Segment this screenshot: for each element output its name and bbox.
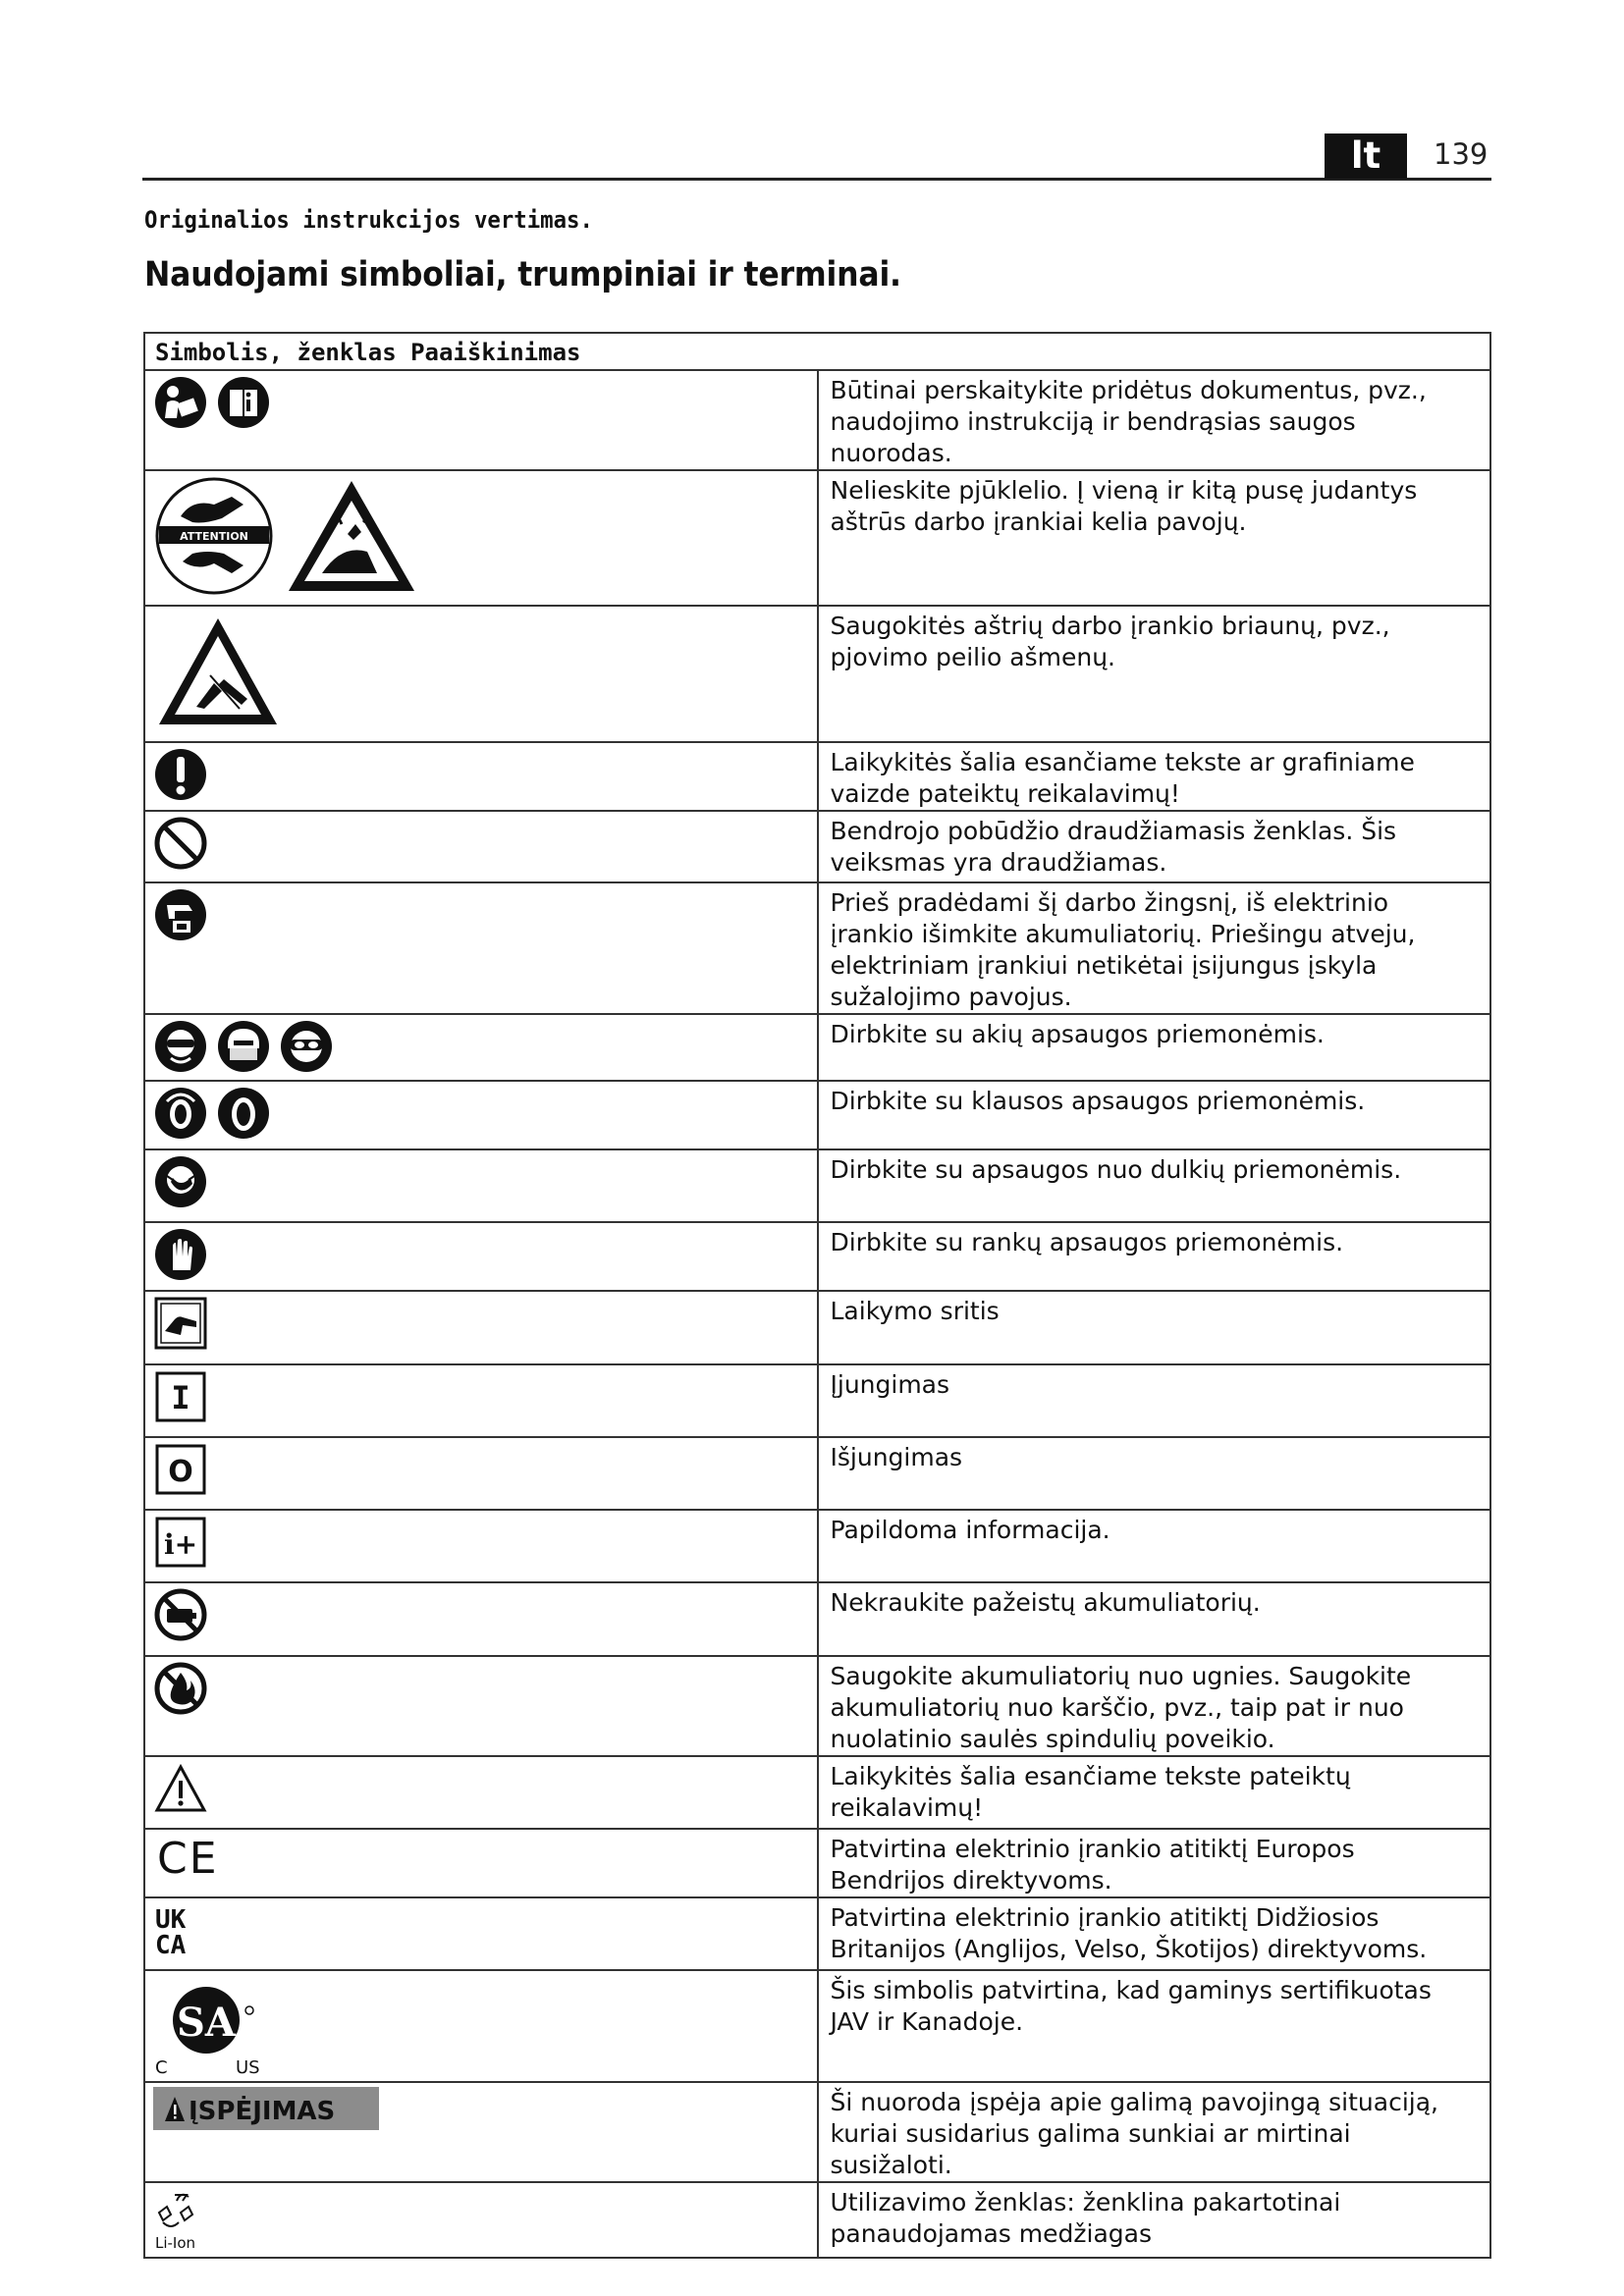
goggles-icon bbox=[279, 1019, 334, 1074]
warning-label-text: ĮSPĖJIMAS bbox=[189, 2097, 336, 2126]
document-title: Naudojami simboliai, trumpiniai ir terminai. bbox=[144, 255, 901, 294]
additional-info-symbol: i+ bbox=[163, 1528, 198, 1561]
recycling-li-ion-icon bbox=[153, 2187, 212, 2252]
csa-left-label: C bbox=[155, 2057, 168, 2077]
row-description: Saugokite akumuliatorių nuo ugnies. Saugokite akumuliatorių nuo karščio, pvz., taip pat ir nuo nuolatinio saulės spindulių poveikio. bbox=[830, 1662, 1412, 1753]
table-row bbox=[144, 1510, 1490, 1582]
warning-triangle-icon bbox=[153, 1761, 208, 1816]
dust-mask-icon bbox=[153, 1154, 208, 1209]
row-description: Laikymo sritis bbox=[830, 1297, 1000, 1325]
row-description: Dirbkite su apsaugos nuo dulkių priemonėmis. bbox=[830, 1155, 1402, 1184]
row-description: Ši nuoroda įspėja apie galimą pavojingą situaciją, kuriai susidarius galima sunkiai ar mirtinai susižaloti. bbox=[830, 2088, 1438, 2179]
power-off-icon bbox=[153, 1442, 208, 1497]
header-rule bbox=[142, 178, 1491, 181]
prohibition-icon bbox=[153, 816, 208, 871]
attention-label: ATTENTION bbox=[180, 530, 248, 543]
row-description: Patvirtina elektrinio įrankio atitiktį Europos Bendrijos direktyvoms. bbox=[830, 1835, 1355, 1895]
row-description: Prieš pradėdami šį darbo žingsnį, iš elektrinio įrankio išimkite akumuliatorių. Priešingu atveju, elektriniam įrankiui netikėtai įsijungus įskyla sužalojimo pavojus. bbox=[830, 888, 1416, 1011]
mandatory-exclamation-icon bbox=[153, 747, 208, 802]
document-subtitle: Originalios instrukcijos vertimas. bbox=[144, 206, 593, 234]
table-row bbox=[144, 470, 1490, 606]
read-manual-icon bbox=[153, 375, 208, 430]
table-row bbox=[144, 1222, 1490, 1291]
svg-text:SA: SA bbox=[177, 2000, 236, 2046]
row-description: Utilizavimo ženklas: ženklina pakartotinai panaudojamas medžiagas bbox=[830, 2188, 1341, 2248]
table-row bbox=[144, 1897, 1490, 1970]
ear-protection-icon bbox=[153, 1086, 208, 1141]
table-row bbox=[144, 1291, 1490, 1364]
table-row bbox=[144, 370, 1490, 470]
csa-right-label: US bbox=[236, 2057, 260, 2077]
symbols-table bbox=[143, 332, 1491, 2259]
row-description: Būtinai perskaitykite pridėtus dokumentus, pvz., naudojimo instrukciją ir bendrąsias saugos nuorodas. bbox=[830, 376, 1427, 467]
row-description: Bendrojo pobūdžio draudžiamasis ženklas. Šis veiksmas yra draudžiamas. bbox=[830, 817, 1397, 877]
remove-battery-icon bbox=[153, 887, 208, 942]
power-off-symbol: O bbox=[168, 1455, 193, 1489]
warning-cutting-blade-icon bbox=[153, 611, 283, 732]
table-row bbox=[144, 1582, 1490, 1656]
no-charge-damaged-battery-icon bbox=[153, 1587, 208, 1642]
row-description: Išjungimas bbox=[830, 1443, 963, 1471]
table-header-row bbox=[144, 333, 1490, 370]
table-row bbox=[144, 1081, 1490, 1149]
row-description: Nelieskite pjūklelio. Į vieną ir kitą pusę judantys aštrūs darbo įrankiai kelia pavojų. bbox=[830, 476, 1418, 536]
ear-protection-side-icon bbox=[216, 1086, 271, 1141]
table-row bbox=[144, 742, 1490, 811]
no-fire-battery-icon bbox=[153, 1661, 208, 1716]
row-description: Patvirtina elektrinio įrankio atitiktį Didžiosios Britanijos (Anglijos, Velso, Škotijos) direktyvoms. bbox=[830, 1903, 1428, 1963]
table-row bbox=[144, 1364, 1490, 1437]
eye-protection-glasses-icon bbox=[153, 1019, 208, 1074]
table-row bbox=[144, 606, 1490, 742]
warning-sharp-tool-icon bbox=[283, 475, 420, 597]
page-number: 139 bbox=[1434, 137, 1489, 171]
ce-mark-icon bbox=[153, 1834, 222, 1879]
table-row bbox=[144, 1829, 1490, 1897]
table-row bbox=[144, 882, 1490, 1014]
table-row bbox=[144, 2182, 1490, 2258]
table-row bbox=[144, 1014, 1490, 1081]
grip-area-icon bbox=[153, 1296, 208, 1351]
row-description: Šis simbolis patvirtina, kad gaminys sertifikuotas JAV ir Kanadoje. bbox=[830, 1976, 1432, 2036]
row-description: Nekraukite pažeistų akumuliatorių. bbox=[830, 1588, 1261, 1617]
power-on-symbol: I bbox=[171, 1379, 190, 1416]
recycle-label: Li-Ion bbox=[155, 2234, 196, 2252]
table-row bbox=[144, 1656, 1490, 1756]
manual-info-icon bbox=[216, 375, 271, 430]
ukca-line-2: CA bbox=[155, 1931, 187, 1960]
table-row bbox=[144, 1970, 1490, 2082]
attention-saw-blade-icon bbox=[153, 475, 275, 597]
table-header: Simbolis, ženklas Paaiškinimas bbox=[155, 339, 581, 366]
row-description: Papildoma informacija. bbox=[830, 1516, 1110, 1544]
table-row bbox=[144, 1437, 1490, 1510]
language-badge: lt bbox=[1325, 133, 1407, 179]
ukca-mark-icon bbox=[153, 1902, 208, 1961]
table-row bbox=[144, 1756, 1490, 1829]
table-row bbox=[144, 2082, 1490, 2182]
additional-info-icon bbox=[153, 1515, 208, 1570]
row-description: Dirbkite su akių apsaugos priemonėmis. bbox=[830, 1020, 1325, 1048]
row-description: Laikykitės šalia esančiame tekste pateiktų reikalavimų! bbox=[830, 1762, 1351, 1822]
table-row bbox=[144, 1149, 1490, 1222]
gloves-icon bbox=[153, 1227, 208, 1282]
row-description: Laikykitės šalia esančiame tekste ar grafiniame vaizde pateiktų reikalavimų! bbox=[830, 748, 1415, 808]
ukca-line-1: UK bbox=[155, 1905, 187, 1935]
row-description: Dirbkite su klausos apsaugos priemonėmis. bbox=[830, 1087, 1366, 1115]
table-row bbox=[144, 811, 1490, 882]
ce-mark-text: CE bbox=[157, 1834, 219, 1879]
face-shield-icon bbox=[216, 1019, 271, 1074]
row-description: Saugokitės aštrių darbo įrankio briaunų, pvz., pjovimo peilio ašmenų. bbox=[830, 612, 1390, 671]
csa-mark-icon bbox=[153, 1975, 271, 2077]
power-on-icon bbox=[153, 1369, 208, 1424]
row-description: Dirbkite su rankų apsaugos priemonėmis. bbox=[830, 1228, 1344, 1256]
warning-label-icon bbox=[153, 2087, 379, 2130]
row-description: Įjungimas bbox=[830, 1370, 950, 1399]
